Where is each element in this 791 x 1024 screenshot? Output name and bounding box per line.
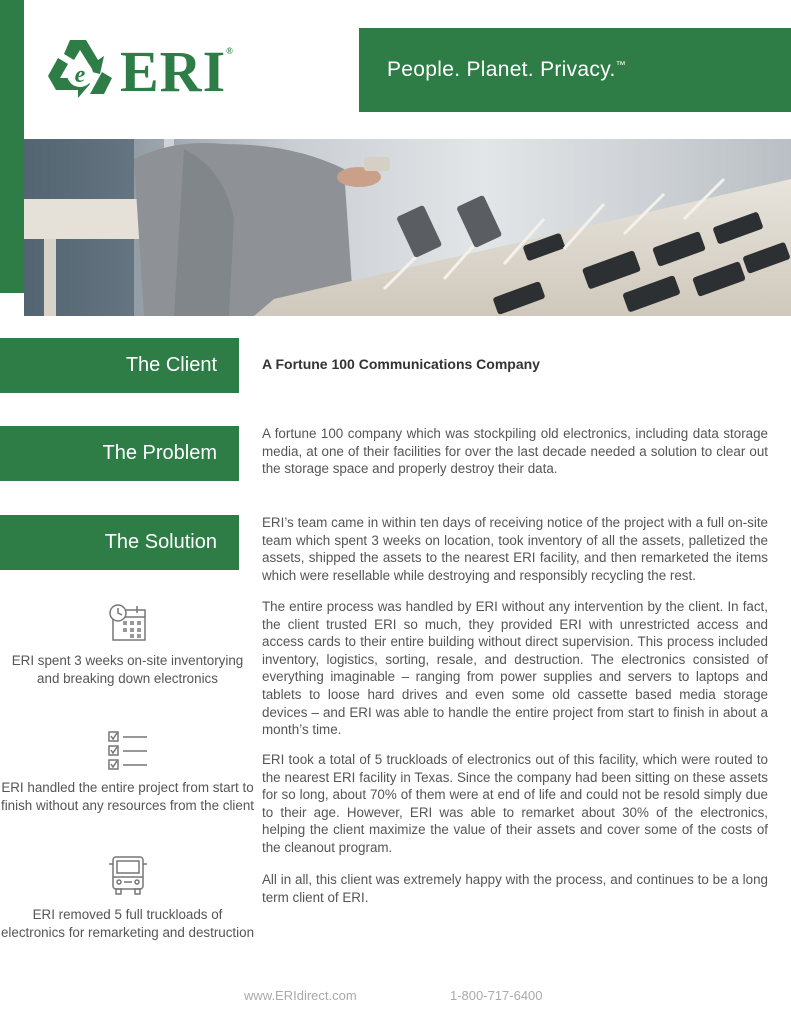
feature-entire-project xyxy=(0,729,255,814)
feature-weeks-onsite xyxy=(0,602,255,687)
feature-truckloads xyxy=(0,854,255,941)
solution-paragraph-1: ERI’s team came in within ten days of receiving notice of the project with a full on-site team which spent 3 weeks on location, took inventory of all the assets, palletized the assets, shipped the assets to the nearest ERI facility, and then remarketed the items which were resellable while destroying and responsibly recycling the rest. xyxy=(262,515,768,583)
truck-icon xyxy=(107,854,149,898)
client-label-box xyxy=(0,338,239,393)
logo-e-letter: e xyxy=(74,62,86,88)
trademark-mark: ™ xyxy=(615,60,626,71)
logo-text: ERI xyxy=(120,39,227,104)
solution-paragraph-4: All in all, this client was extremely happy with the process, and continues to be a long term client of ERI. xyxy=(262,872,768,905)
client-name: A Fortune 100 Communications Company xyxy=(262,356,540,372)
calendar-clock-icon xyxy=(107,602,149,644)
problem-label-box xyxy=(0,426,239,481)
eri-logo[interactable] xyxy=(40,36,250,108)
checklist-icon xyxy=(105,729,151,771)
tagline xyxy=(387,58,626,82)
problem-label: The Problem xyxy=(102,442,217,464)
solution-label: The Solution xyxy=(104,531,217,553)
footer-phone[interactable]: 1-800-717-6400 xyxy=(450,988,543,1003)
logo-wordmark xyxy=(120,39,234,104)
tagline-text: People. Planet. Privacy. xyxy=(387,58,616,81)
feature-text: ERI handled the entire project from start to finish without any resources from the client xyxy=(0,780,255,813)
solution-paragraph-3: ERI took a total of 5 truckloads of electronics out of this facility, which were routed to the nearest ERI facility in Texas. Since the company had been sitting on these assets for so long, about 70% of them were at end of life and could not be resold simply due to their age. However, ERI was able to remarket about 30% of the electronics, helping the client maximize the value of their assets and cover some of the costs of the cleanout program. xyxy=(262,752,768,855)
logo-registered-mark: ® xyxy=(226,46,234,56)
feature-text: ERI removed 5 full truckloads of electronics for remarketing and destruction xyxy=(0,907,255,940)
recycle-icon xyxy=(40,36,116,108)
client-label: The Client xyxy=(125,354,217,376)
footer-website[interactable]: www.ERIdirect.com xyxy=(244,988,357,1003)
solution-paragraph-2: The entire process was handled by ERI without any intervention by the client. In fact, the client trusted ERI so much, they provided ERI with unrestricted access and access cards to their entire building without direct supervision. This process included inventory, logistics, sorting, resale, and destruction. The electronics consisted of everything imaginable – ranging from power supplies and servers to laptops and tablets to loose hard drives and even some old cassette based media storage devices – and ERI was able to handle the entire project from start to finish in about a month’s time. xyxy=(262,599,768,738)
solution-label-box xyxy=(0,515,239,570)
store-display-photo xyxy=(24,139,791,316)
hero-image xyxy=(24,139,791,316)
problem-text: A fortune 100 company which was stockpiling old electronics, including data storage media, at one of their facilities for over the last decade needed a solution to clear out the storage space and properly destroy their data. xyxy=(262,426,768,477)
feature-text: ERI spent 3 weeks on-site inventorying and breaking down electronics xyxy=(11,653,244,686)
tagline-banner xyxy=(359,28,791,112)
left-accent-bar xyxy=(0,0,24,293)
